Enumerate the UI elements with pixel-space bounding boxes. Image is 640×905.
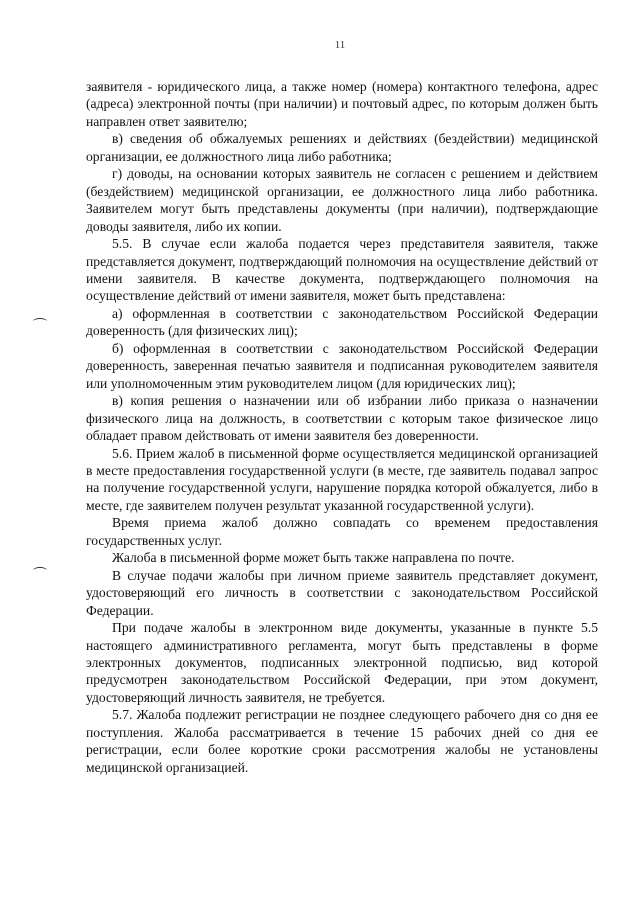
paragraph: Жалоба в письменной форме может быть также направлена по почте. — [112, 550, 515, 566]
paragraph: заявителя - юридического лица, а также номер (номера) контактного телефона, адрес (адреса) электронной почты (при наличии) и почтовый адрес, по которым должен быть направлен ответ заявителю; — [86, 79, 598, 129]
paragraph: г) доводы, на основании которых заявитель не согласен с решением и действием (бездействием) медицинской организации, ее должностного лица либо работника. Заявителем могут быть представлены документы (при наличии), подтверждающие доводы заявителя, либо их копии. — [86, 166, 598, 234]
paragraph: Время приема жалоб должно совпадать со временем предоставления государственных услуг. — [86, 515, 598, 548]
paragraph: 5.7. Жалоба подлежит регистрации не позднее следующего рабочего дня со дня ее поступления. Жалоба рассматривается в течение 15 рабочих дней со дня ее регистрации, если более короткие сроки рассмотрения жалобы не установлены медицинской организацией. — [86, 707, 598, 775]
paragraph: в) сведения об обжалуемых решениях и действиях (бездействии) медицинской организации, ее должностного лица либо работника; — [86, 131, 598, 164]
page-number: 11 — [334, 39, 346, 51]
paragraph: В случае подачи жалобы при личном приеме заявитель представляет документ, удостоверяющий его личность в соответствии с законодательством Российской Федерации. — [86, 567, 598, 618]
paragraph: в) копия решения о назначении или об избрании либо приказа о назначении физического лица на должность, в соответствии с которым такое физическое лицо обладает правом действовать от имени заявителя без доверенности. — [86, 393, 598, 444]
paragraph: 5.5. В случае если жалоба подается через представителя заявителя, также представляется документ, подтверждающий полномочия на осуществление действий от имени заявителя. В качестве документа, подтверждающего полномочия на осуществление действий от имени заявителя, может быть представлена: — [86, 236, 598, 304]
paragraph: 5.6. Прием жалоб в письменной форме осуществляется медицинской организацией в месте предоставления государственной услуги (в месте, где заявитель подавал запрос на получение государственной услуги, нарушение порядка которой обжалуется, либо в месте, где заявителем получен результат указанной государственной услуги). — [86, 445, 598, 513]
paragraph: а) оформленная в соответствии с законодательством Российской Федерации доверенность (для физических лиц); — [86, 305, 598, 339]
document-body — [86, 78, 598, 776]
margin-hole-mark — [33, 318, 47, 325]
paragraph: При подаче жалобы в электронном виде документы, указанные в пункте 5.5 настоящего административного регламента, могут быть представлены в форме электронных документов, подписанных электронной подписью, вид которой предусмотрен законодательством Российской Федерации, при этом документ, удостоверяющий личность заявителя, не требуется. — [86, 620, 598, 705]
margin-hole-mark — [33, 567, 47, 574]
paragraph: б) оформленная в соответствии с законодательством Российской Федерации доверенность, заверенная печатью заявителя и подписанная руководителем заявителя или уполномоченным этим руководителем лицом (для юридических лиц); — [86, 340, 598, 391]
